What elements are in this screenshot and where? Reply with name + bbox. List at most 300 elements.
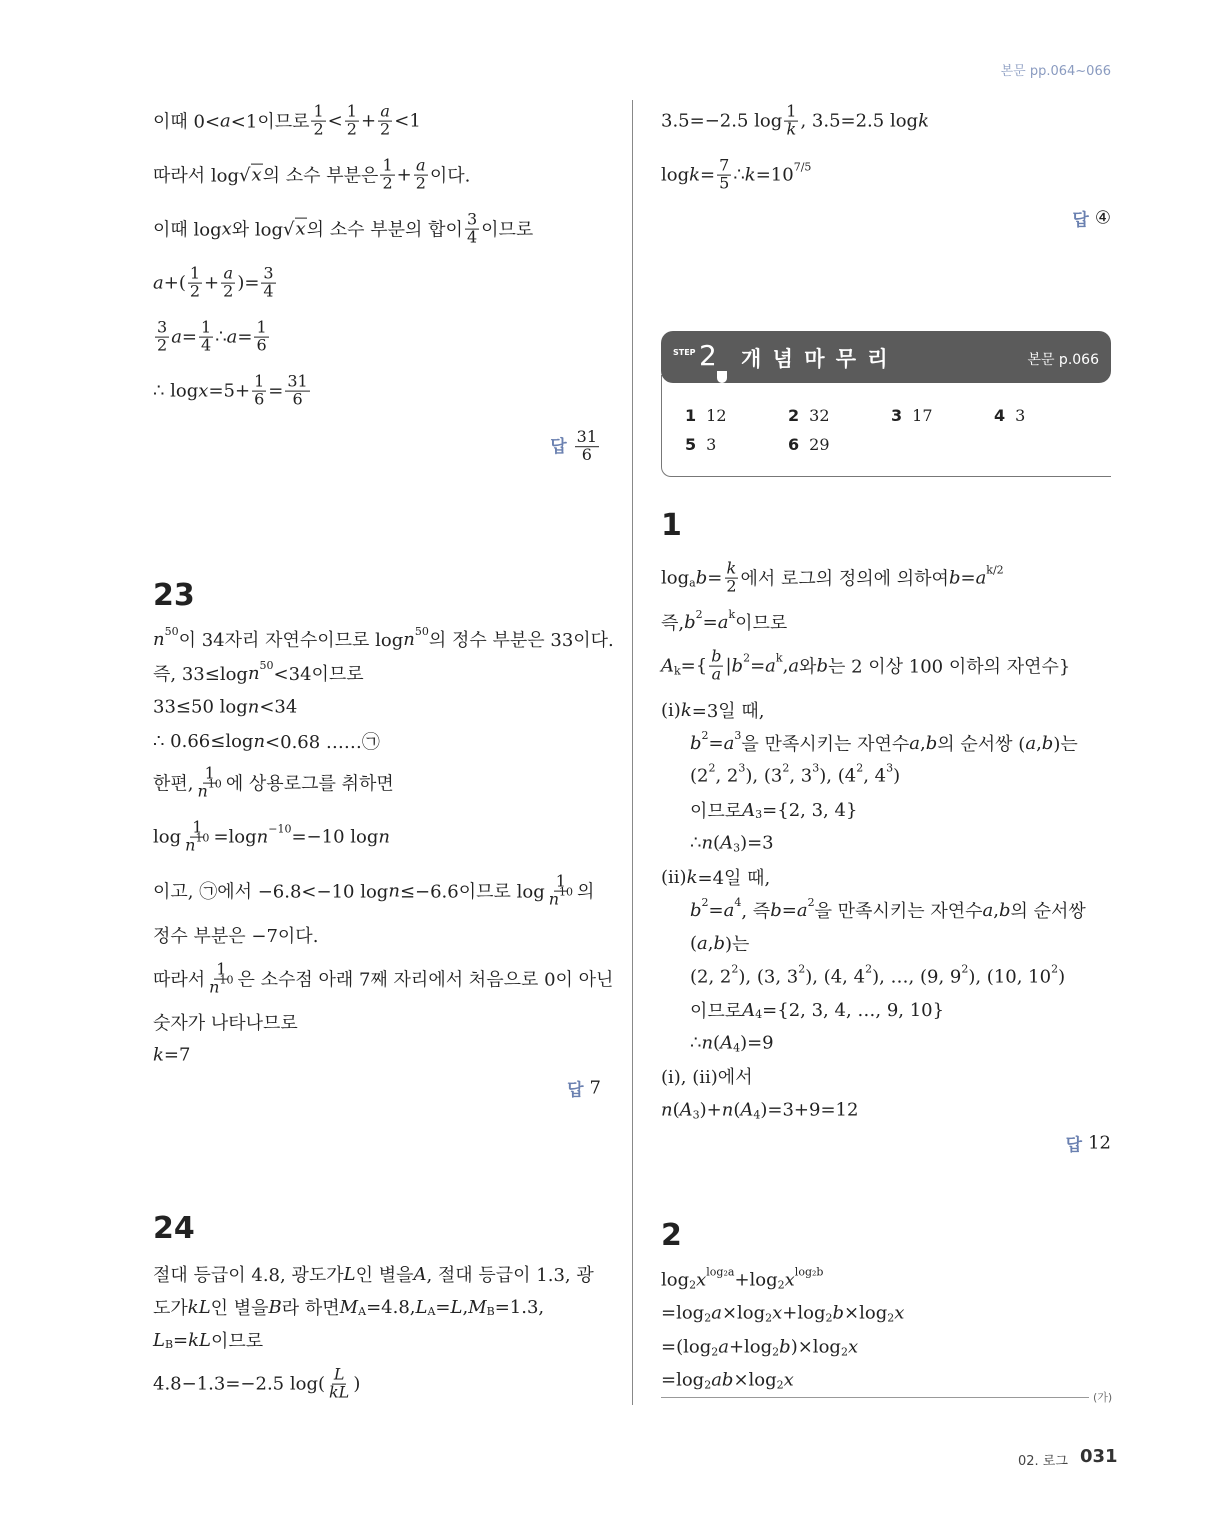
math-text: =: [173, 1329, 189, 1351]
math-variable: kL: [188, 1329, 212, 1351]
math-line: [690, 997, 944, 1023]
math-variable: a: [788, 655, 800, 677]
math-line: [661, 1303, 904, 1324]
math-text: 1: [555, 871, 566, 891]
fraction: [261, 263, 275, 301]
math-variable: x: [696, 1269, 707, 1291]
step-title: 개 념 마 무 리: [741, 347, 890, 371]
math-text: +log: [734, 1269, 778, 1291]
problem-number-2: 2: [661, 1218, 682, 1253]
quick-answer-value: 3: [1015, 406, 1026, 425]
denominator: [252, 389, 266, 409]
subscript: 4: [753, 1108, 761, 1122]
math-variable: b: [832, 1302, 845, 1324]
denominator: [183, 831, 211, 855]
denominator: [785, 119, 799, 139]
math-line: [661, 558, 1004, 596]
answer: [1072, 206, 1111, 231]
denominator: [465, 227, 479, 247]
math-text: +log: [728, 1336, 773, 1358]
math-variable: A: [720, 832, 734, 854]
math-text: 따라서 log: [153, 166, 240, 187]
math-text: (2: [690, 765, 709, 787]
chapter-label: 02. 로그: [1018, 1454, 1068, 1469]
fraction: [252, 371, 266, 409]
math-text: <1이므로: [230, 112, 310, 133]
math-text: =(log: [661, 1336, 712, 1358]
math-text: |: [725, 655, 732, 677]
math-variable: n: [701, 1032, 714, 1054]
radicand: x: [251, 164, 262, 186]
math-line: [153, 209, 534, 247]
page-number: 031: [1080, 1446, 1118, 1467]
math-variable: x: [783, 1369, 794, 1391]
math-text: 1: [201, 317, 212, 337]
superscript: 10: [195, 831, 210, 845]
step-reference: 본문 p.066: [1027, 352, 1099, 368]
quick-answer-value: 3: [706, 435, 717, 454]
math-variable: n: [247, 662, 260, 684]
math-text: 2: [189, 281, 201, 301]
fraction: [547, 871, 575, 909]
math-text: =: [237, 326, 253, 348]
math-variable: B: [268, 1296, 282, 1318]
math-variable: L: [415, 1296, 428, 1318]
superscript: 50: [259, 658, 274, 672]
math-text: 2: [382, 173, 393, 193]
math-text: 의 정수 부분은 33이다.: [428, 630, 614, 651]
math-line: [153, 763, 394, 801]
subscript: 2: [772, 1345, 780, 1359]
math-text: , 4: [863, 765, 887, 787]
math-text: <34: [259, 696, 298, 718]
math-variable: k: [153, 1044, 164, 1066]
superscript: 3: [812, 761, 820, 775]
math-text: (ⅰ): [661, 699, 681, 721]
fraction: [311, 101, 325, 139]
denominator: [580, 447, 594, 464]
math-text: 에 상용로그를 취하면: [225, 774, 394, 795]
superscript: k: [775, 651, 783, 665]
math-text: <34이므로: [273, 664, 364, 685]
math-text: 4.8−1.3=−2.5 log(: [153, 1373, 325, 1395]
math-line: [661, 697, 765, 723]
math-text: 7: [719, 155, 730, 175]
math-text: , 즉: [741, 901, 771, 922]
math-text: =3일 때,: [691, 701, 765, 722]
math-variable: b: [779, 1336, 791, 1358]
math-text: 이다.: [429, 166, 471, 187]
math-variable: b: [684, 611, 696, 633]
quick-answer-number: 4: [994, 406, 1006, 425]
superscript: 2: [865, 962, 873, 976]
math-variable: n: [153, 628, 165, 650]
answer-value: [1088, 1133, 1111, 1154]
step-number: 2: [699, 339, 717, 372]
math-text: 와 log: [231, 220, 284, 241]
answer-label: 답: [567, 1080, 584, 1101]
math-line: [153, 317, 271, 355]
math-text: 1: [313, 101, 324, 121]
denominator: [254, 335, 268, 355]
math-variable: a: [171, 326, 182, 348]
answer-label: 답: [550, 437, 567, 458]
math-text: ,: [782, 655, 789, 677]
denominator: [345, 119, 359, 139]
math-text: (ⅱ): [661, 866, 687, 888]
math-text: (: [690, 932, 698, 954]
math-variable: b: [731, 655, 744, 677]
fraction: [378, 101, 392, 139]
math-text: 3: [263, 263, 274, 283]
quick-answer-value: 32: [809, 406, 830, 425]
math-variable: n: [661, 1099, 673, 1121]
denominator: [717, 173, 731, 193]
math-text: 이때 0<: [153, 112, 221, 133]
quick-answer: [788, 435, 830, 454]
math-variable: kL: [328, 1382, 350, 1402]
math-text: 의 순서쌍: [1010, 901, 1086, 922]
math-line: [661, 609, 787, 635]
radicand: x: [295, 218, 306, 240]
denominator: [221, 281, 235, 301]
denominator: [414, 173, 428, 193]
answer-value: [590, 1078, 601, 1099]
math-text: =log: [661, 1369, 705, 1391]
fraction: [183, 817, 211, 855]
denominator: [710, 664, 724, 684]
math-text: 2: [223, 281, 234, 301]
math-text: ≤−6.6이므로 log: [399, 882, 545, 903]
math-variable: k: [726, 558, 737, 578]
math-text: ,: [707, 932, 714, 954]
math-line: [153, 1009, 298, 1035]
answer: [567, 1076, 601, 1101]
math-text: (: [733, 1099, 741, 1121]
step-label: STEP: [673, 348, 696, 357]
math-variable: n: [253, 730, 266, 752]
math-text: 이므로: [211, 1331, 264, 1352]
math-line: [661, 646, 1071, 684]
fraction: [254, 317, 268, 355]
math-line: [661, 1370, 794, 1391]
quick-answer-number: 2: [788, 406, 800, 425]
math-text: =−10 log: [291, 826, 379, 848]
subscript: 2: [704, 1378, 712, 1392]
math-variable: a: [975, 567, 987, 589]
fraction: [575, 429, 599, 464]
math-text: ={2, 3, 4}: [762, 799, 858, 821]
math-text: 는 2 이상 100 이하의 자연수}: [827, 657, 1071, 678]
math-text: 이므로: [690, 801, 743, 822]
fraction: [345, 101, 359, 139]
math-text: 이때 log: [153, 220, 222, 241]
quick-answer: [685, 435, 716, 454]
denominator: [724, 576, 738, 596]
math-text: 의 순서쌍 (: [937, 734, 1026, 755]
answer-box-frame: [661, 375, 1111, 477]
fraction: [784, 101, 798, 139]
math-text: ), (10, 10: [968, 966, 1052, 988]
math-text: ×log: [721, 1302, 766, 1324]
math-text: 숫자가 나타나므로: [153, 1013, 298, 1034]
superscript: 2: [856, 761, 864, 775]
math-line: [661, 1063, 753, 1089]
superscript: 3: [886, 761, 894, 775]
subscript: a: [689, 576, 696, 590]
math-text: ∴: [733, 164, 745, 186]
math-variable: M: [339, 1296, 359, 1318]
superscript: log₂a: [706, 1265, 735, 1279]
quick-answer-value: 12: [706, 406, 727, 425]
math-variable: n: [721, 1099, 734, 1121]
math-text: , 2: [715, 765, 739, 787]
math-text: =4.8,: [366, 1296, 416, 1318]
math-text: 3.5=−2.5 log: [661, 110, 783, 132]
math-variable: k: [686, 866, 698, 888]
math-variable: k: [680, 699, 692, 721]
superscript: 2: [1051, 962, 1059, 976]
math-text: =: [700, 164, 716, 186]
denominator: [547, 885, 575, 909]
math-text: ), (4, 4: [805, 966, 866, 988]
superscript: log₂b: [794, 1265, 824, 1279]
math-text: log: [661, 567, 690, 589]
superscript: 3: [734, 728, 742, 742]
math-text: (: [672, 1099, 680, 1121]
math-line: [690, 962, 1066, 988]
math-text: ), …, (9, 9: [872, 966, 962, 988]
math-text: , 절대 등급이 1.3, 광: [426, 1265, 594, 1286]
math-text: 7: [589, 1077, 601, 1099]
superscript: 10: [219, 973, 234, 987]
math-text: 은 소수점 아래 7째 자리에서 처음으로 0이 아닌: [237, 970, 614, 991]
math-text: =7: [163, 1044, 191, 1066]
math-text: ∴ log: [153, 380, 199, 402]
math-variable: a: [711, 1302, 722, 1324]
math-text: =5+: [208, 380, 251, 402]
math-text: 3: [466, 209, 478, 229]
math-text: 2: [415, 173, 426, 193]
subscript: 2: [840, 1345, 848, 1359]
quick-answer-value: 29: [809, 435, 830, 454]
math-variable: n: [256, 826, 269, 848]
math-line: [153, 1294, 544, 1320]
math-text: 33≤50 log: [153, 696, 248, 718]
fraction: [196, 763, 224, 801]
math-variable: a: [1025, 732, 1037, 754]
math-text: ): [893, 765, 901, 787]
math-text: 4: [466, 227, 478, 247]
math-variable: x: [894, 1302, 905, 1324]
math-variable: b: [998, 899, 1011, 921]
math-text: 6: [254, 389, 265, 409]
math-text: 이므로: [690, 1001, 743, 1022]
fraction: [717, 155, 731, 193]
fraction: [380, 155, 394, 193]
math-text: ), (3: [745, 765, 783, 787]
math-text: ): [1058, 966, 1066, 988]
math-text: 2: [380, 119, 391, 139]
math-text: =: [960, 567, 976, 589]
math-text: =: [181, 326, 198, 348]
equation-rule: [661, 1397, 1089, 1398]
math-variable: a: [723, 899, 735, 921]
step2-answer-box: [661, 331, 1111, 477]
math-text: )=3+9=12: [760, 1099, 859, 1121]
quick-answer-number: 3: [891, 406, 903, 425]
fraction: [709, 646, 723, 684]
quick-answer-number: 5: [685, 435, 697, 454]
superscript: 2: [743, 651, 751, 665]
superscript: 2: [798, 962, 806, 976]
math-variable: b: [948, 567, 961, 589]
math-text: =1.3,: [494, 1296, 545, 1318]
math-text: 12: [1088, 1132, 1111, 1154]
math-line: [690, 833, 774, 854]
fraction: [414, 155, 428, 193]
answer-value: [1095, 208, 1111, 229]
superscript: −10: [268, 822, 292, 836]
math-text: 2: [346, 119, 357, 139]
math-variable: L: [333, 1364, 345, 1384]
quick-answer: [994, 406, 1025, 425]
math-variable: b: [1041, 732, 1054, 754]
math-line: [153, 155, 471, 193]
math-variable: b: [711, 646, 722, 666]
math-variable: n: [185, 835, 196, 855]
math-text: 1: [216, 959, 227, 979]
math-variable: a: [220, 110, 231, 132]
math-line: [690, 730, 1078, 756]
answer-label: 답: [1072, 210, 1089, 231]
math-text: =: [708, 732, 724, 754]
math-text: ×log: [733, 1369, 777, 1391]
math-text: log: [661, 1269, 690, 1291]
math-text: (: [713, 832, 721, 854]
math-line: [661, 155, 812, 193]
math-variable: b: [695, 567, 708, 589]
math-text: +: [396, 164, 412, 186]
quick-answer-number: 1: [685, 406, 697, 425]
math-line: [153, 371, 312, 409]
subscript: 4: [755, 1008, 763, 1022]
math-variable: k: [918, 110, 929, 132]
fraction: [188, 263, 202, 301]
math-variable: n: [701, 832, 714, 854]
math-line: [153, 922, 318, 948]
superscript: 50: [414, 624, 429, 638]
math-text: 1: [189, 263, 201, 283]
math-line: [153, 728, 380, 754]
math-text: +log: [782, 1302, 826, 1324]
math-variable: a: [765, 655, 776, 677]
superscript: 2: [708, 761, 716, 775]
math-text: 이므로: [735, 613, 788, 634]
math-text: 즉, 33≤log: [153, 664, 248, 685]
math-text: 이므로: [481, 220, 534, 241]
math-text: 1: [346, 101, 357, 121]
math-text: , 3.5=2.5 log: [800, 110, 919, 132]
superscript: k/2: [986, 563, 1004, 577]
math-text: 2: [313, 119, 324, 139]
subscript: 2: [776, 1378, 784, 1392]
quick-answer: [788, 406, 830, 425]
math-variable: L: [343, 1263, 356, 1285]
math-text: 을 만족시키는 자연수: [741, 734, 910, 755]
answer-label: 답: [1065, 1135, 1083, 1156]
math-text: ), (3, 3: [738, 966, 799, 988]
math-text: 이 34자리 자연수이므로 log: [178, 630, 404, 651]
math-variable: a: [711, 664, 722, 684]
superscript: 10: [207, 777, 222, 791]
denominator: [155, 335, 169, 355]
math-variable: b: [690, 732, 702, 754]
math-text: ,: [1036, 732, 1042, 754]
subscript: 3: [755, 808, 763, 822]
math-text: =: [707, 567, 723, 589]
denominator: [327, 1382, 351, 1402]
math-text: log: [153, 826, 182, 848]
square-root: [239, 164, 263, 186]
subscript: A: [358, 1305, 367, 1319]
math-text: 의 소수 부분의 합이: [306, 220, 463, 241]
math-text: =log: [213, 826, 257, 848]
math-variable: a: [697, 932, 708, 954]
math-text: 에서 로그의 정의에 의하여: [740, 569, 949, 590]
math-line: [153, 101, 421, 139]
math-line: [153, 871, 595, 909]
fraction: [724, 558, 738, 596]
math-line: [153, 1327, 263, 1353]
superscript: 2: [731, 962, 739, 976]
fraction: [465, 209, 479, 247]
answer: [1066, 1131, 1111, 1156]
math-line: [153, 817, 390, 855]
math-text: 절대 등급이 4.8, 광도가: [153, 1265, 344, 1286]
math-variable: b: [713, 932, 726, 954]
math-variable: a: [226, 326, 238, 348]
math-variable: A: [413, 1263, 427, 1285]
math-variable: A: [679, 1099, 693, 1121]
math-variable: L: [450, 1296, 463, 1318]
superscript: 4: [734, 895, 742, 909]
math-line: [661, 1265, 824, 1292]
math-variable: a: [416, 155, 426, 175]
subscript: k: [674, 664, 681, 678]
math-variable: L: [153, 1329, 165, 1351]
superscript: 50: [164, 624, 179, 638]
math-text: 1: [204, 763, 215, 783]
square-root: [283, 218, 307, 240]
math-text: , 3: [789, 765, 813, 787]
math-text: (2, 2: [690, 966, 732, 988]
denominator: [207, 973, 235, 997]
math-text: ×log: [844, 1302, 888, 1324]
problem-number-23: 23: [153, 578, 195, 613]
math-line: [690, 797, 857, 823]
math-variable: a: [223, 263, 233, 283]
subscript: A: [427, 1305, 436, 1319]
math-text: 의: [577, 882, 595, 903]
math-text: 1: [192, 817, 203, 837]
math-text: )=3: [740, 832, 774, 854]
math-line: [690, 1033, 774, 1054]
math-text: ): [353, 1373, 361, 1395]
math-variable: b: [690, 899, 702, 921]
math-text: 5: [719, 173, 730, 193]
math-line: [153, 1261, 594, 1287]
